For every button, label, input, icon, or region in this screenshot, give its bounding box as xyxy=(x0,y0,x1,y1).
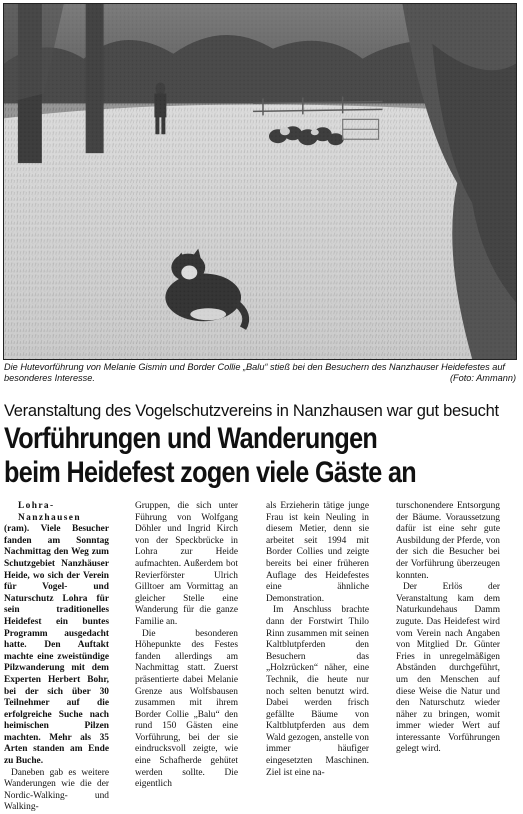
headline xyxy=(4,422,437,490)
subheadline: Veranstaltung des Vogelschutzvereins in Nanzhausen war gut besucht xyxy=(4,402,499,420)
news-photo xyxy=(3,3,517,360)
paragraph: Der Erlös der Veranstaltung kam dem Naturkundehaus Damm zugute. Das Heidefest wird vom Verein nach Angaben von Mitglied Dr. Günter Fries in unregelmäßigen Abständen durchgeführt, um den Menschen auf diese Weise die Natur und den Naturschutz wieder näher zu bringen, womit immer wieder Wert auf interessante Vorführungen gelegt wird. xyxy=(396,582,500,755)
photo-credit: (Foto: Ammann) xyxy=(449,373,516,383)
paragraph: als Erzieherin tätige junge Frau ist kein Neuling in diesem Metier, denn sie arbeitet seit 1994 mit Border Collies und zeigte bereits bei einer früheren Auflage des Heidefestes eine ähnliche Demonstration. xyxy=(266,501,369,604)
dateline: Lohra-Nanzhausen xyxy=(18,501,81,523)
caption-text: Die Hutevorführung von Melanie Gismin und Border Collie „Balu“ stieß bei den Besuchern des Nanzhauser Heidefestes auf besonderes Interesse. xyxy=(4,362,505,383)
article-column-3 xyxy=(266,501,369,778)
paragraph: Gruppen, die sich unter Führung von Wolfgang Döhler und Ingrid Kirch von der Speckbrücke in Lohra zur Heide aufmachten. Außerdem bot Revierförster Ulrich Gilltoer am Vormittag an gleicher Stelle eine Wanderung für die ganze Familie an. xyxy=(135,501,238,627)
paragraph: Daneben gab es weitere Wanderungen wie die der Nordic-Walking- und Walking- xyxy=(4,767,109,813)
headline-line-2: beim Heidefest zogen viele Gäste an xyxy=(4,456,417,489)
paragraph: turschonendere Entsorgung der Bäume. Voraussetzung dafür ist eine sehr gute Ausbildung der Pferde, von der sich die Besucher bei der Vorführung überzeugen konnten. xyxy=(396,501,500,581)
article-column-1 xyxy=(4,501,109,813)
lead-paragraph: (ram). Viele Besucher fanden am Sonntag Nachmittag den Weg zum Schutzgebiet Nanzhäuser Heide, wo sich der Verein für Vogel- und Naturschutz Lohra für sein traditionelles Heidefest ein buntes Programm ausgedacht hatte. Den Auftakt machte eine zweistündige Pilzwanderung mit dem Experten Herbert Bohr, bei der sich über 30 Teilnehmer auf die erfolgreiche Suche nach heimischen Pilzen machten. Mehr als 35 Arten standen am Ende zu Buche. xyxy=(4,524,109,767)
paragraph: Die besonderen Höhepunkte des Festes fanden allerdings am Nachmittag statt. Zuerst präsentierte dabei Melanie Grenze aus Wolfsbausen zusammen mit ihrem Border Collie „Balu“ den rund 150 Gästen eine Vorführung, bei der sie eindrucksvoll zeigte, wie eine Schafherde gehütet werden sollte. Die eigentlich xyxy=(135,628,238,790)
headline-line-1: Vorführungen und Wanderungen xyxy=(4,422,378,455)
photo-caption xyxy=(4,362,516,384)
paragraph: Im Anschluss brachte dann der Forstwirt Thilo Rinn zusammen mit seinen Kaltblutpferden den Besuchern das „Holzrücken“ näher, eine Technik, die heute nur noch selten benutzt wird. Dabei werden frisch gefällte Bäume von Kaltblutpferden aus dem Wald gezogen, anstelle von immer häufiger eingesetzten Maschinen. Ziel ist eine na- xyxy=(266,605,369,778)
photo-scene-icon xyxy=(4,4,516,359)
article-column-4 xyxy=(396,501,500,755)
article-column-2 xyxy=(135,501,238,790)
